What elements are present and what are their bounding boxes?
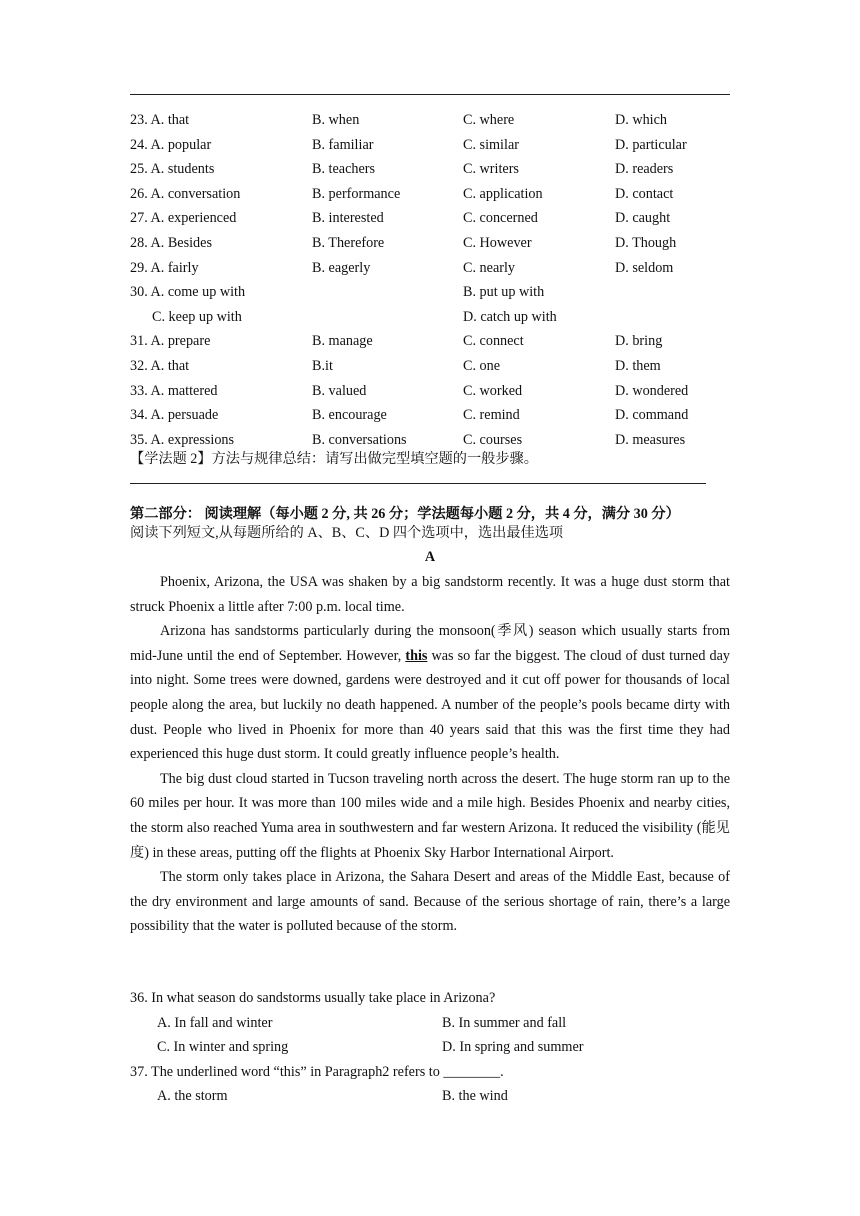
option-c: C. courses [463,431,523,448]
section-title: 第二部分： 阅读理解（每小题 2 分, 共 26 分；学法题每小题 2 分，共 4 分，满分 30 分） [130,506,680,522]
choice-b: B. In summer and fall [442,1014,567,1031]
option-row-23 [130,108,750,133]
cloze-options-list [130,108,750,452]
question-37-options-row-1 [130,1084,740,1109]
option-d: D. particular [615,136,687,153]
option-d: D. wondered [615,382,689,399]
option-b: B. interested [312,210,384,227]
option-b: B. valued [312,382,367,399]
top-divider [130,94,730,95]
option-a: 29. A. fairly [130,259,199,276]
option-c: C. However [463,234,532,251]
option-d: D. command [615,407,689,424]
option-a: 33. A. mattered [130,382,218,399]
paragraph-2 [130,619,730,767]
option-d: D. caught [615,210,671,227]
section-instruction: 阅读下列短文,从每题所给的 A、B、C、D 四个选项中，选出最佳选项 [130,525,564,541]
choice-d: D. In spring and summer [442,1039,584,1056]
option-d: D. contact [615,185,674,202]
option-a: 27. A. experienced [130,210,237,227]
option-b: B. teachers [312,161,376,178]
option-row-33 [130,379,750,404]
option-c: C. one [463,357,501,374]
choice-c: C. In winter and spring [157,1039,289,1056]
option-b: B. manage [312,333,373,350]
option-b: B. when [312,112,360,128]
option-d: D. them [615,357,661,374]
question-text: 37. The underlined word “this” in Paragraph2 refers to ________. [130,1063,504,1080]
option-c: C. application [463,185,543,202]
option-row-31 [130,329,750,354]
option-d: D. bring [615,333,663,350]
option-row-24 [130,133,750,158]
question-37-stem [130,1060,740,1085]
option-b: B. familiar [312,136,374,153]
option-a: 32. A. that [130,357,190,374]
option-b: B. eagerly [312,259,371,276]
option-row-34 [130,403,750,428]
option-row-29 [130,256,750,281]
option-d: D. Though [615,234,677,251]
option-c: C. nearly [463,259,516,276]
option-b: B. Therefore [312,234,385,251]
option-c: C. remind [463,407,520,424]
option-row-28 [130,231,750,256]
option-row-32 [130,354,750,379]
option-a: 24. A. popular [130,136,212,153]
option-c: C. similar [463,136,519,153]
paragraph-2-end: was so far the biggest. The cloud of dust turned day into night. Some trees were downed, gardens were destroyed and it cut off power for thousands of local people along the area, but luckily no death happened. A number of the people’s pools became dirty with dust. People who lived in Phoenix for more than 40 years said that this was the first time they had experienced this huge dust storm. It could greatly influence people’s health. [130,647,730,763]
option-d: D. which [615,112,668,128]
option-d: D. readers [615,161,674,178]
option-row-27 [130,206,750,231]
option-b: B. conversations [312,431,407,448]
option-d: D. seldom [615,259,674,276]
question-text: 36. In what season do sandstorms usually take place in Arizona? [130,990,496,1006]
option-b: B.it [312,357,333,374]
option-c: C. connect [463,333,524,350]
reading-passage [130,570,730,939]
option-b: B. performance [312,185,401,202]
question-36-stem [130,986,740,1011]
option-c: C. keep up with [152,308,242,325]
option-d: D. catch up with [463,308,557,325]
option-row-26 [130,182,750,207]
question-36-options-row-2 [130,1035,740,1060]
paragraph-2-start: Arizona has sandstorms particularly during the monsoon(季风) season which usually starts from mid-June until the end of September. However, [130,623,730,664]
option-d: D. measures [615,431,686,448]
answer-line [130,483,706,484]
option-a: 26. A. conversation [130,185,241,202]
study-method-note: 【学法题 2】方法与规律总结：请写出做完型填空题的一般步骤。 [130,451,538,467]
underlined-word: this [405,647,428,664]
option-row-30-cont [130,305,750,330]
option-c: C. writers [463,161,519,178]
passage-label: A [424,549,436,565]
option-b: B. encourage [312,407,387,424]
option-c: C. where [463,112,515,128]
paragraph-1: Phoenix, Arizona, the USA was shaken by a big sandstorm recently. It was a huge dust storm that struck Phoenix a little after 7:00 p.m. local time. [130,574,730,615]
option-c: C. concerned [463,210,538,227]
option-a: 23. A. that [130,112,190,128]
question-36-options-row-1 [130,1011,740,1036]
choice-b: B. the wind [442,1088,508,1105]
paragraph-4: The storm only takes place in Arizona, the Sahara Desert and areas of the Middle East, because of the dry environment and large amounts of sand. Because of the serious shortage of rain, there’s a large possibility that the water is polluted because of the storm. [130,869,730,935]
choice-a: A. In fall and winter [157,1014,273,1031]
questions-list [130,986,740,1109]
choice-a: A. the storm [157,1088,228,1105]
option-b: B. put up with [463,284,545,301]
option-a: 30. A. come up with [130,284,246,301]
paragraph-3: The big dust cloud started in Tucson traveling north across the desert. The huge storm ran up to the 60 miles per hour. It was more than 100 miles wide and a mile high. Besides Phoenix and nearby cities, the storm also reached Yuma area in southwestern and far western Arizona. It reduced the visibility (能见度) in these areas, putting off the flights at Phoenix Sky Harbor International Airport. [130,770,730,861]
option-a: 28. A. Besides [130,234,212,251]
option-row-30 [130,280,750,305]
option-a: 34. A. persuade [130,407,219,424]
option-a: 25. A. students [130,161,215,178]
option-a: 31. A. prepare [130,333,211,350]
option-c: C. worked [463,382,523,399]
option-row-25 [130,157,750,182]
option-a: 35. A. expressions [130,431,235,448]
